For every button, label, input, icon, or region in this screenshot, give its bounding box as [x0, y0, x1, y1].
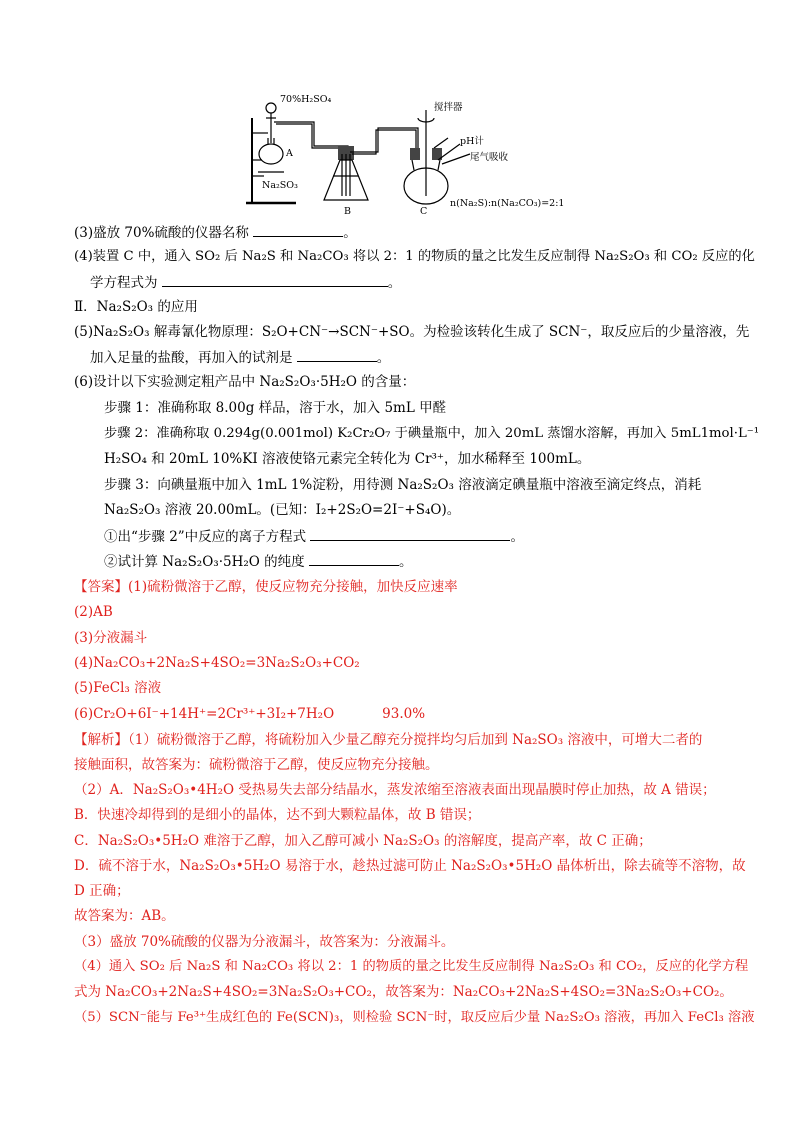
answer-blank — [253, 222, 343, 237]
answer-blank — [162, 272, 388, 287]
answer-blank — [309, 551, 399, 566]
flask-c-label: C — [420, 206, 428, 217]
salt-label: Na₂SO₃ — [262, 180, 298, 191]
flask-a-label: A — [286, 148, 293, 159]
answer-blank — [310, 526, 510, 541]
question-5-line2: 加入足量的盐酸，再加入的试剂是 。 — [90, 347, 390, 368]
flask-b-label: B — [344, 206, 351, 217]
question-5-line1: (5)Na₂S₂O₃ 解毒氰化物原理：S₂O+CN⁻→SCN⁻+SO。为检验该转化生成了 SCN⁻，取反应后的少量溶液，先 — [74, 324, 750, 340]
analysis-line: 故答案为：AB。 — [74, 908, 175, 924]
step-3-line1: 步骤 3：向碘量瓶中加入 1mL 1%淀粉，用待测 Na₂S₂O₃ 溶液滴定碘量瓶中溶液至滴定终点，消耗 — [104, 477, 702, 493]
answer-2: (2)AB — [74, 604, 113, 620]
sub-question-2: ②试计算 Na₂S₂O₃·5H₂O 的纯度 。 — [104, 551, 412, 572]
analysis-line: （3）盛放 70%硫酸的仪器为分液漏斗，故答案为：分液漏斗。 — [74, 934, 455, 950]
analysis-line: C．Na₂S₂O₃•5H₂O 难溶于乙醇，加入乙醇可减小 Na₂S₂O₃ 的溶解度，提高产率，故 C 正确； — [74, 833, 652, 849]
step-2-line2: H₂SO₄ 和 20mL 10%KI 溶液使铬元素完全转化为 Cr³⁺，加水稀释至 100mL。 — [104, 451, 591, 467]
sub-question-1: ①出“步骤 2”中反应的离子方程式 。 — [104, 526, 524, 547]
stirrer-label: 搅拌器 — [434, 102, 463, 113]
analysis-line: D．硫不溶于水，Na₂S₂O₃•5H₂O 易溶于水，趁热过滤可防止 Na₂S₂O₃•5H₂O 晶体析出，除去硫等不溶物，故 — [74, 858, 746, 874]
acid-label: 70%H₂SO₄ — [280, 94, 332, 105]
analysis-line: 【解析】（1）硫粉微溶于乙醇，将硫粉加入少量乙醇充分搅拌均匀后加到 Na₂SO₃ 溶液中，可增大二者的 — [74, 732, 703, 748]
step-1: 步骤 1：准确称取 8.00g 样品，溶于水，加入 5mL 甲醛 — [104, 400, 447, 416]
answer-blank — [297, 347, 377, 362]
section-2-heading: Ⅱ．Na₂S₂O₃ 的应用 — [74, 299, 198, 315]
answer-heading: 【答案】(1)硫粉微溶于乙醇，使反应物充分接触，加快反应速率 — [74, 579, 458, 595]
answer-4: (4)Na₂CO₃+2Na₂S+4SO₂=3Na₂S₂O₃+CO₂ — [74, 655, 360, 671]
exhaust-label: 尾气吸收 — [470, 152, 509, 163]
ratio-label: n(Na₂S):n(Na₂CO₃)=2:1 — [450, 198, 565, 209]
step-2-line1: 步骤 2：准确称取 0.294g(0.001mol) K₂Cr₂O₇ 于碘量瓶中，加入 20mL 蒸馏水溶解，再加入 5mL1mol·L⁻¹ — [104, 426, 760, 441]
analysis-line: 接触面积，故答案为：硫粉微溶于乙醇，使反应物充分接触。 — [74, 757, 439, 773]
analysis-line: （4）通入 SO₂ 后 Na₂S 和 Na₂CO₃ 将以 2：1 的物质的量之比发生反应制得 Na₂S₂O₃ 和 CO₂，反应的化学方程 — [74, 959, 749, 974]
answer-3: (3)分液漏斗 — [74, 630, 148, 646]
question-3: (3)盛放 70%硫酸的仪器名称 。 — [74, 222, 357, 243]
question-4-line1: (4)装置 C 中，通入 SO₂ 后 Na₂S 和 Na₂CO₃ 将以 2：1 的物质的量之比发生反应制得 Na₂S₂O₃ 和 CO₂ 反应的化 — [74, 249, 755, 264]
answer-6: (6)Cr₂O+6I⁻+14H⁺=2Cr³⁺+3I₂+7H₂O 93.0% — [74, 706, 426, 722]
analysis-line: B．快速冷却得到的是细小的晶体，达不到大颗粒晶体，故 B 错误； — [74, 807, 481, 823]
answer-5: (5)FeCl₃ 溶液 — [74, 680, 162, 696]
step-3-line2: Na₂S₂O₃ 溶液 20.00mL。(已知：I₂+2S₂O=2I⁻+S₄O)。 — [104, 502, 461, 518]
analysis-line: 式为 Na₂CO₃+2Na₂S+4SO₂=3Na₂S₂O₃+CO₂，故答案为：Na₂CO₃+2Na₂S+4SO₂=3Na₂S₂O₃+CO₂。 — [74, 984, 733, 1000]
question-4-line2: 学方程式为 。 — [90, 272, 401, 293]
analysis-line: D 正确； — [74, 883, 130, 899]
analysis-line: （5）SCN⁻能与 Fe³⁺生成红色的 Fe(SCN)₃，则检验 SCN⁻时，取反应后少量 Na₂S₂O₃ 溶液，再加入 FeCl₃ 溶液 — [74, 1010, 755, 1025]
ph-meter-label: pH计 — [460, 136, 484, 147]
apparatus-diagram — [238, 88, 578, 218]
purity-value: 93.0% — [382, 706, 426, 722]
analysis-line: （2）A．Na₂S₂O₃•4H₂O 受热易失去部分结晶水，蒸发浓缩至溶液表面出现晶膜时停止加热，故 A 错误； — [74, 782, 716, 798]
question-6: (6)设计以下实验测定粗产品中 Na₂S₂O₃·5H₂O 的含量： — [74, 374, 416, 390]
